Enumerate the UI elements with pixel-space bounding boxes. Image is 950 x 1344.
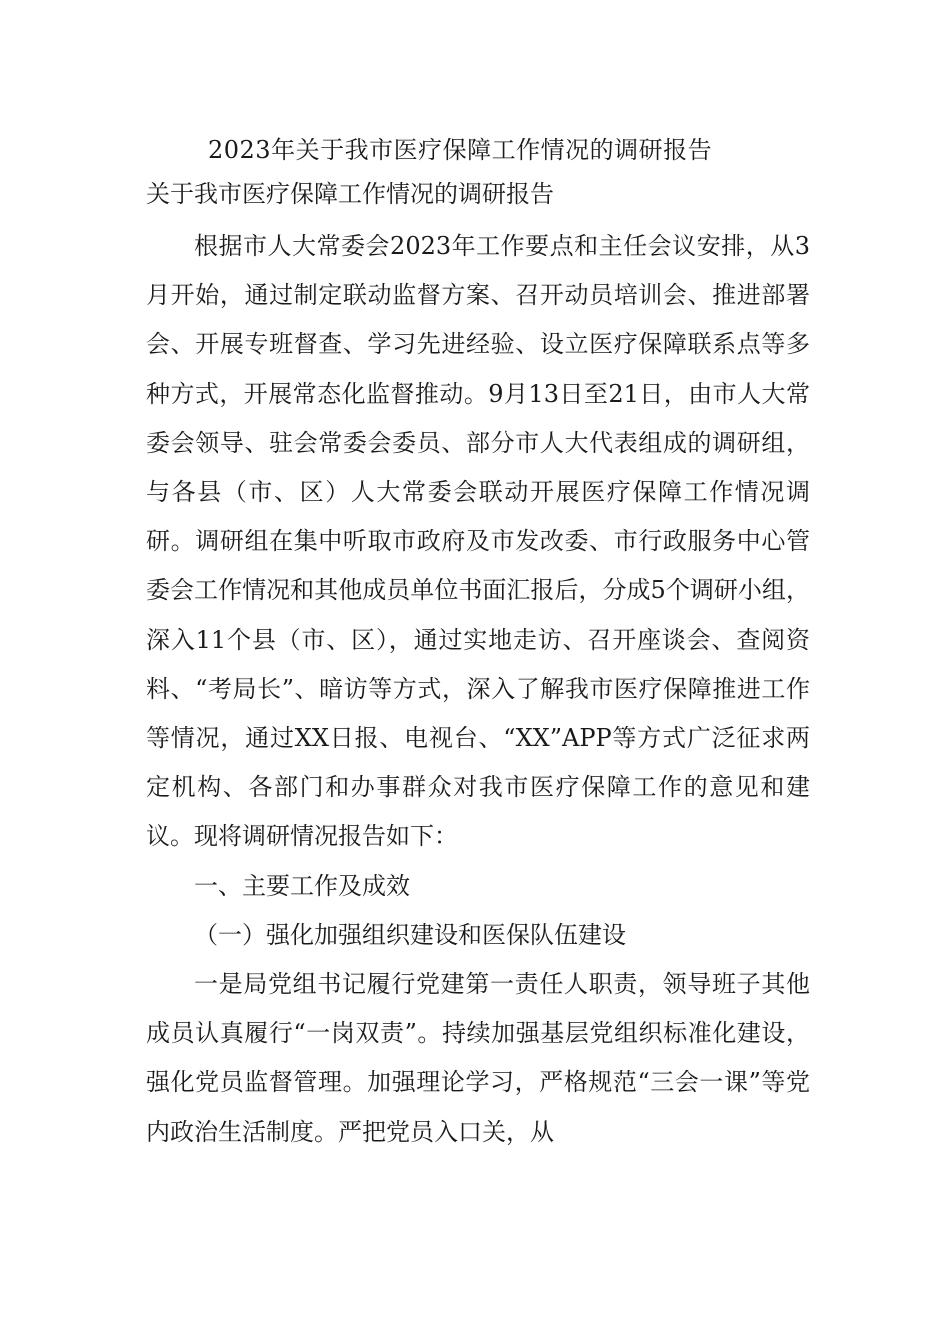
body-paragraph: 一是局党组书记履行党建第一责任人职责，领导班子其他成员认真履行“一岗双责”。持续加强基层党组织标准化建设，强化党员监督管理。加强理论学习，严格规范“三会一课”等党内政治生活制度。严把党员入口关，从 [146,970,810,1146]
document-subtitle: 关于我市医疗保障工作情况的调研报告 [146,180,554,208]
subsection-heading: （一）强化加强组织建设和医保队伍建设 [194,920,626,949]
document-body [146,128,810,1157]
intro-paragraph: 根据市人大常委会2023年工作要点和主任会议安排，从3月开始，通过制定联动监督方案、召开动员培训会、推进部署会、开展专班督查、学习先进经验、设立医疗保障联系点等多种方式，开展常态化监督推动。9月13日至21日，由市人大常委会领导、驻会常委会委员、部分市人大代表组成的调研组，与各县（市、区）人大常委会联动开展医疗保障工作情况调研。调研组在集中听取市政府及市发改委、市行政服务中心管委会工作情况和其他成员单位书面汇报后，分成5个调研小组，深入11个县（市、区），通过实地走访、召开座谈会、查阅资料、“考局长”、暗访等方式，深入了解我市医疗保障推进工作等情况，通过XX日报、电视台、“XX”APP等方式广泛征求两定机构、各部门和办事群众对我市医疗保障工作的意见和建议。现将调研情况报告如下： [146,232,810,851]
section-heading: 一、主要工作及成效 [194,871,410,900]
document-title: 2023年关于我市医疗保障工作情况的调研报告 [208,136,713,164]
